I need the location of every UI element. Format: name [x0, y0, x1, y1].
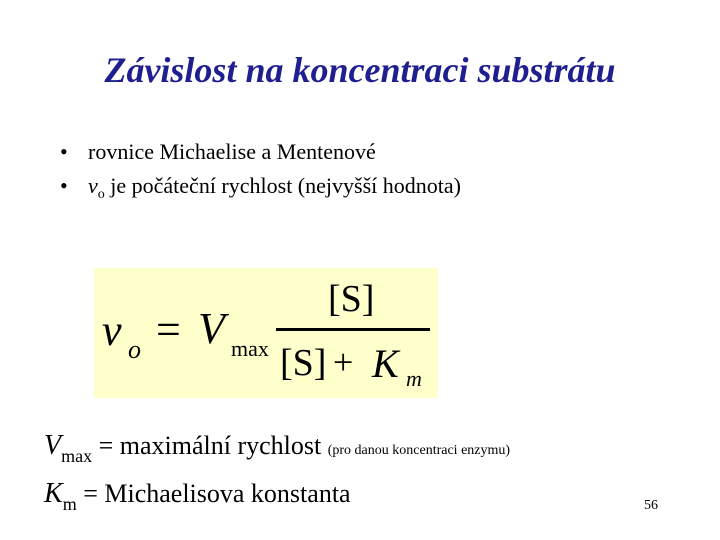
bullet-item: [60, 141, 376, 163]
definition-text: = maximální rychlost: [92, 431, 328, 460]
velocity-subscript: o: [97, 187, 105, 202]
definition-symbol: K: [44, 478, 63, 509]
bullet-text: rovnice Michaelise a Mentenové: [88, 139, 376, 164]
formula-km-subscript: m: [406, 366, 422, 391]
formula-box: [94, 268, 438, 398]
formula-km-symbol: K: [372, 341, 399, 386]
formula-equals: =: [156, 305, 181, 354]
definition-km: [44, 480, 351, 513]
bullet-text: je počáteční rychlost (nejvyšší hodnota): [104, 173, 461, 198]
definition-vmax: [44, 432, 510, 465]
fraction-bar: [276, 328, 430, 331]
formula-velocity: v: [102, 306, 122, 355]
formula-plus: +: [333, 342, 354, 382]
formula-vmax-subscript: max: [231, 336, 269, 361]
formula-vmax-symbol: V: [198, 304, 225, 353]
velocity-symbol: v: [88, 173, 98, 198]
bullet-item: [60, 175, 461, 202]
definition-text: = Michaelisova konstanta: [76, 479, 351, 508]
page-title: Závislost na koncentraci substrátu: [104, 50, 616, 90]
bullet-marker: •: [60, 139, 68, 164]
definition-subscript: m: [62, 494, 77, 514]
formula-velocity-subscript: o: [128, 335, 141, 364]
definition-note: (pro danou koncentraci enzymu): [327, 443, 511, 458]
definition-subscript: max: [61, 446, 93, 466]
definition-symbol: V: [44, 430, 62, 461]
formula-numerator: [S]: [328, 278, 375, 320]
formula-denominator-substrate: [S]: [280, 342, 327, 384]
bullet-marker: •: [60, 173, 68, 198]
page-number: 56: [644, 498, 658, 513]
